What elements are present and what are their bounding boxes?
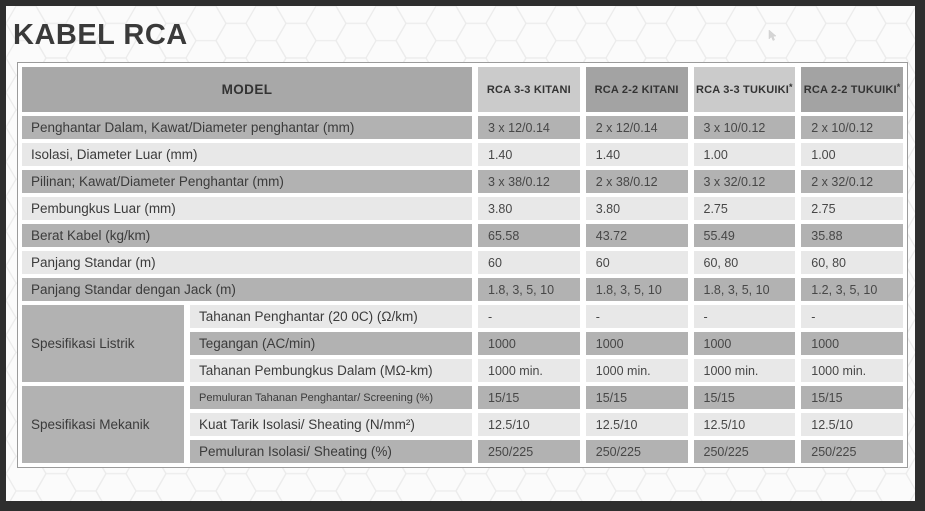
value-cell: -	[586, 305, 688, 328]
value-cell: 65.58	[478, 224, 580, 247]
row-label-cell: Pemuluran Isolasi/ Sheating (%)	[190, 440, 472, 463]
table-row	[190, 305, 903, 328]
table-row	[190, 413, 903, 436]
value-cell: 12.5/10	[478, 413, 580, 436]
value-cell: 1.40	[586, 143, 688, 166]
spec-group	[22, 386, 903, 463]
value-cell: 1.8, 3, 5, 10	[586, 278, 688, 301]
row-label-cell: Pembungkus Luar (mm)	[22, 197, 472, 220]
value-cell: 2 x 32/0.12	[801, 170, 903, 193]
value-cell: 12.5/10	[586, 413, 688, 436]
group-rows	[190, 305, 903, 382]
table-row	[190, 332, 903, 355]
row-label-cell: Tahanan Pembungkus Dalam (MΩ-km)	[190, 359, 472, 382]
value-cell: 2 x 12/0.14	[586, 116, 688, 139]
table-row	[22, 143, 903, 166]
value-cell: 3.80	[478, 197, 580, 220]
model-header-cell: MODEL	[22, 67, 472, 112]
value-cell: 1000	[801, 332, 903, 355]
page-title: KABEL RCA	[13, 19, 188, 51]
value-cell: 2 x 38/0.12	[586, 170, 688, 193]
value-cell: 3 x 10/0.12	[694, 116, 796, 139]
value-cell: 15/15	[801, 386, 903, 409]
table-row	[22, 278, 903, 301]
value-cell: 15/15	[586, 386, 688, 409]
value-cell: 15/15	[694, 386, 796, 409]
table-row	[22, 251, 903, 274]
footnote-asterisk: *	[789, 81, 793, 92]
spec-table	[22, 67, 903, 463]
value-cell: 1.8, 3, 5, 10	[478, 278, 580, 301]
value-cell: 12.5/10	[801, 413, 903, 436]
spec-group	[22, 305, 903, 382]
value-cell: 1000	[694, 332, 796, 355]
row-label-cell: Pemuluran Tahanan Penghantar/ Screening (%)	[190, 386, 472, 409]
value-cell: 3 x 38/0.12	[478, 170, 580, 193]
cursor-artifact-icon	[768, 30, 778, 42]
value-cell: 2 x 10/0.12	[801, 116, 903, 139]
column-header-cell: RCA 2-2 TUKUIKI *	[801, 67, 903, 112]
value-cell: 2.75	[694, 197, 796, 220]
spec-table-panel	[17, 62, 908, 468]
value-cell: 2.75	[801, 197, 903, 220]
value-cell: 3.80	[586, 197, 688, 220]
value-cell: -	[694, 305, 796, 328]
row-label-cell: Panjang Standar dengan Jack (m)	[22, 278, 472, 301]
value-cell: 60, 80	[801, 251, 903, 274]
value-cell: 15/15	[478, 386, 580, 409]
value-cell: 12.5/10	[694, 413, 796, 436]
row-label-cell: Pilinan; Kawat/Diameter Penghantar (mm)	[22, 170, 472, 193]
value-cell: 60, 80	[694, 251, 796, 274]
column-header-cell: RCA 3-3 TUKUIKI *	[694, 67, 796, 112]
value-cell: 250/225	[478, 440, 580, 463]
table-row	[22, 170, 903, 193]
value-cell: 1.00	[694, 143, 796, 166]
table-row	[190, 386, 903, 409]
value-cell: 1.40	[478, 143, 580, 166]
table-row	[22, 197, 903, 220]
value-cell: 3 x 32/0.12	[694, 170, 796, 193]
group-label-cell: Spesifikasi Mekanik	[22, 386, 184, 463]
value-cell: -	[478, 305, 580, 328]
column-header-cell: RCA 3-3 KITANI	[478, 67, 580, 112]
value-cell: 3 x 12/0.14	[478, 116, 580, 139]
value-cell: 55.49	[694, 224, 796, 247]
value-cell: 1000 min.	[694, 359, 796, 382]
value-cell: 43.72	[586, 224, 688, 247]
value-cell: 1.00	[801, 143, 903, 166]
table-row	[22, 224, 903, 247]
table-row	[190, 359, 903, 382]
row-label-cell: Tahanan Penghantar (20 0C) (Ω/km)	[190, 305, 472, 328]
value-cell: 250/225	[801, 440, 903, 463]
value-cell: 1.8, 3, 5, 10	[694, 278, 796, 301]
value-cell: 1000	[586, 332, 688, 355]
group-rows	[190, 386, 903, 463]
row-label-cell: Isolasi, Diameter Luar (mm)	[22, 143, 472, 166]
row-label-cell: Tegangan (AC/min)	[190, 332, 472, 355]
row-label-cell: Kuat Tarik Isolasi/ Sheating (N/mm²)	[190, 413, 472, 436]
footnote-asterisk: *	[896, 81, 901, 92]
value-cell: 1.2, 3, 5, 10	[801, 278, 903, 301]
table-row	[22, 116, 903, 139]
value-cell: 35.88	[801, 224, 903, 247]
value-cell: -	[801, 305, 903, 328]
column-header-cell: RCA 2-2 KITANI	[586, 67, 688, 112]
row-label-cell: Berat Kabel (kg/km)	[22, 224, 472, 247]
row-label-cell: Penghantar Dalam, Kawat/Diameter penghantar (mm)	[22, 116, 472, 139]
value-cell: 1000 min.	[801, 359, 903, 382]
value-cell: 60	[478, 251, 580, 274]
value-cell: 1000 min.	[586, 359, 688, 382]
value-cell: 1000	[478, 332, 580, 355]
value-cell: 60	[586, 251, 688, 274]
value-cell: 1000 min.	[478, 359, 580, 382]
value-cell: 250/225	[586, 440, 688, 463]
row-label-cell: Panjang Standar (m)	[22, 251, 472, 274]
value-cell: 250/225	[694, 440, 796, 463]
group-label-cell: Spesifikasi Listrik	[22, 305, 184, 382]
table-row	[190, 440, 903, 463]
table-header-row	[22, 67, 903, 112]
